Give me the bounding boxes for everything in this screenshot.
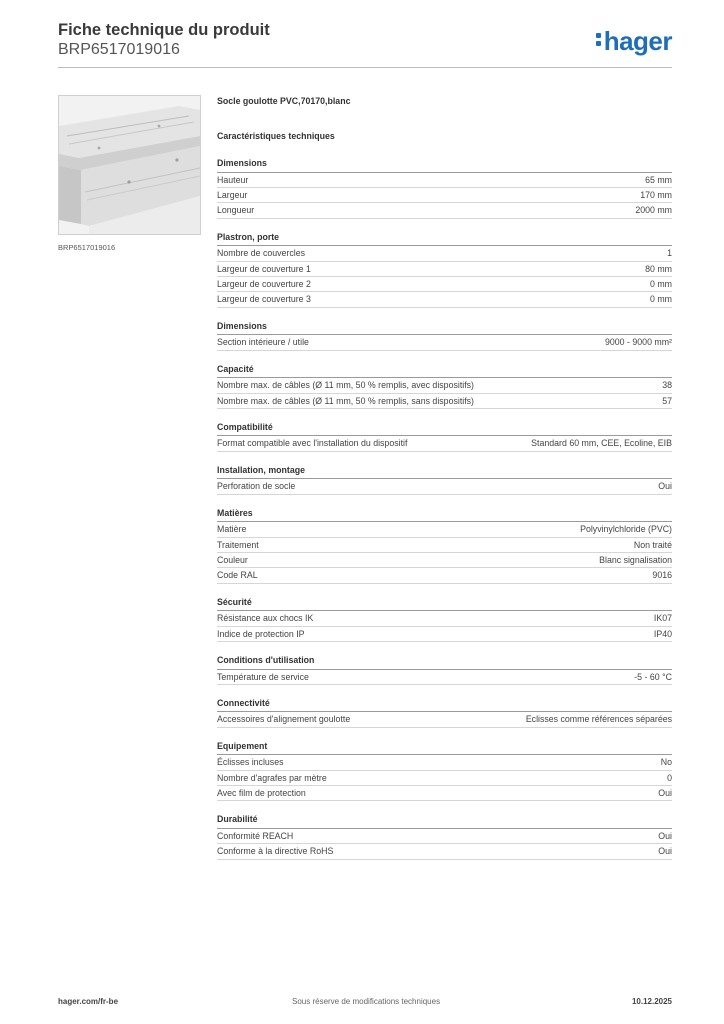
spec-label: Hauteur [217, 174, 249, 185]
spec-section [217, 654, 672, 685]
tech-heading: Caractéristiques techniques [217, 131, 335, 141]
spec-value: 170 mm [640, 189, 672, 200]
spec-label: Indice de protection IP [217, 628, 305, 639]
spec-row [217, 188, 672, 203]
section-title: Compatibilité [217, 421, 672, 437]
spec-value: Oui [658, 846, 672, 857]
spec-row [217, 670, 672, 685]
spec-label: Nombre max. de câbles (Ø 11 mm, 50 % remplis, sans dispositifs) [217, 395, 474, 406]
spec-content [217, 96, 672, 860]
spec-row [217, 262, 672, 277]
spec-label: Avec film de protection [217, 788, 306, 799]
spec-section [217, 464, 672, 495]
spec-value: Oui [658, 830, 672, 841]
spec-value: Blanc signalisation [599, 554, 672, 565]
spec-label: Largeur de couverture 3 [217, 294, 311, 305]
spec-row [217, 786, 672, 801]
spec-label: Section intérieure / utile [217, 337, 309, 348]
footer-disclaimer: Sous réserve de modifications techniques [292, 997, 441, 1006]
spec-section [217, 363, 672, 409]
section-title: Installation, montage [217, 464, 672, 480]
spec-section [217, 320, 672, 351]
product-reference: BRP6517019016 [58, 41, 180, 58]
spec-value: 65 mm [645, 174, 672, 185]
spec-value: Oui [658, 481, 672, 492]
spec-value: Eclisses comme références séparées [525, 714, 672, 725]
spec-value: IK07 [653, 613, 672, 624]
spec-row [217, 203, 672, 218]
spec-row [217, 246, 672, 261]
spec-section [217, 740, 672, 802]
section-title: Matières [217, 507, 672, 523]
section-title: Dimensions [217, 157, 672, 173]
logo-colon-icon [596, 30, 602, 49]
section-title: Dimensions [217, 320, 672, 336]
spec-value: 80 mm [645, 263, 672, 274]
spec-label: Éclisses incluses [217, 757, 284, 768]
spec-section [217, 507, 672, 584]
spec-value: 0 mm [650, 294, 672, 305]
spec-value: 38 [662, 380, 672, 391]
spec-value: 0 mm [650, 278, 672, 289]
page-header [58, 20, 672, 60]
spec-row [217, 292, 672, 307]
spec-section [217, 157, 672, 219]
spec-row [217, 844, 672, 859]
spec-row [217, 829, 672, 844]
spec-value: 1 [667, 248, 672, 259]
spec-label: Conforme à la directive RoHS [217, 846, 334, 857]
spec-label: Accessoires d'alignement goulotte [217, 714, 351, 725]
spec-value: IP40 [653, 628, 672, 639]
hager-logo [596, 26, 672, 56]
spec-row [217, 755, 672, 770]
section-title: Plastron, porte [217, 231, 672, 247]
cable-trunking-illustration [59, 96, 200, 234]
header-divider [58, 67, 672, 68]
spec-label: Matière [217, 524, 247, 535]
spec-value: 9000 - 9000 mm² [605, 337, 672, 348]
spec-label: Format compatible avec l'installation du dispositif [217, 438, 408, 449]
spec-row [217, 479, 672, 494]
spec-value: 57 [662, 395, 672, 406]
spec-value: No [660, 757, 672, 768]
section-title: Equipement [217, 740, 672, 756]
spec-row [217, 627, 672, 642]
section-title: Connectivité [217, 697, 672, 713]
spec-row [217, 771, 672, 786]
spec-row [217, 394, 672, 409]
spec-label: Nombre de couvercles [217, 248, 306, 259]
product-image [58, 95, 201, 235]
spec-value: -5 - 60 °C [634, 671, 672, 682]
spec-row [217, 568, 672, 583]
product-name: Socle goulotte PVC,70170,blanc [217, 96, 351, 106]
spec-section [217, 813, 672, 859]
spec-value: Oui [658, 788, 672, 799]
spec-row [217, 173, 672, 188]
spec-row [217, 378, 672, 393]
section-title: Capacité [217, 363, 672, 379]
spec-value: Standard 60 mm, CEE, Ecoline, EIB [531, 438, 672, 449]
spec-row [217, 712, 672, 727]
spec-value: Non traité [633, 539, 672, 550]
spec-label: Perforation de socle [217, 481, 296, 492]
spec-label: Nombre max. de câbles (Ø 11 mm, 50 % remplis, avec dispositifs) [217, 380, 474, 391]
spec-label: Résistance aux chocs IK [217, 613, 314, 624]
footer-date: 10.12.2025 [631, 997, 672, 1006]
logo-wordmark: hager [603, 26, 672, 56]
spec-label: Largeur de couverture 1 [217, 263, 311, 274]
footer-website: hager.com/fr-be [58, 997, 119, 1006]
image-caption: BRP6517019016 [58, 243, 116, 252]
spec-value: 9016 [652, 570, 672, 581]
spec-section [217, 421, 672, 452]
spec-section [217, 697, 672, 728]
spec-row [217, 553, 672, 568]
spec-label: Largeur de couverture 2 [217, 278, 311, 289]
spec-value: 0 [667, 772, 672, 783]
spec-value: Polyvinylchloride (PVC) [580, 524, 672, 535]
spec-row [217, 538, 672, 553]
spec-sections [217, 157, 672, 860]
spec-row [217, 277, 672, 292]
spec-section [217, 596, 672, 642]
spec-section [217, 231, 672, 308]
spec-label: Largeur [217, 189, 248, 200]
spec-label: Couleur [217, 554, 248, 565]
spec-label: Conformité REACH [217, 830, 294, 841]
spec-row [217, 335, 672, 350]
section-title: Durabilité [217, 813, 672, 829]
page-title: Fiche technique du produit [58, 21, 270, 39]
section-title: Conditions d'utilisation [217, 654, 672, 670]
spec-row [217, 522, 672, 537]
section-title: Sécurité [217, 596, 672, 612]
spec-value: 2000 mm [635, 205, 672, 216]
spec-label: Code RAL [217, 570, 258, 581]
spec-label: Traitement [217, 539, 259, 550]
spec-label: Nombre d'agrafes par mètre [217, 772, 327, 783]
spec-row [217, 611, 672, 626]
spec-row [217, 436, 672, 451]
spec-label: Longueur [217, 205, 255, 216]
spec-label: Température de service [217, 671, 309, 682]
